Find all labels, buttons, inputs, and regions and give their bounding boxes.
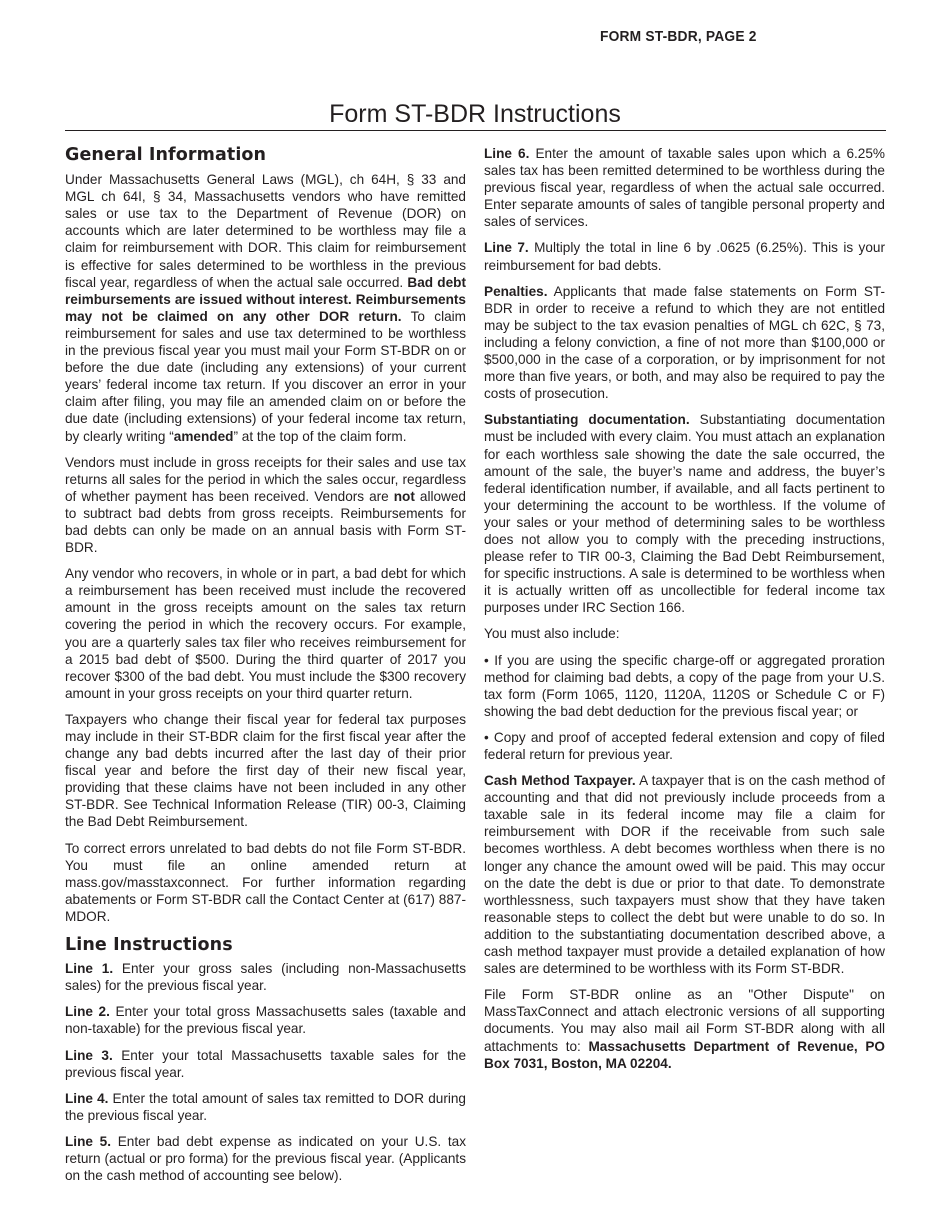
also-include-line: You must also include: (484, 626, 620, 642)
general-paragraph-4: Taxpayers who change their fiscal year for federal tax purposes may include in their ST-BDR claim for the first fiscal year after the change any bad debts incurred after the last day of their prior fiscal year and before the first day of their new fiscal year, providing that these claims have not been included in any other ST-BDR. See Technical Information Release (TIR) 00-3, Claiming the Bad Debt Reimbursement. (65, 711, 466, 830)
line-7-instruction (484, 239, 885, 273)
mailing-address: Massachusetts Department of Revenue, PO Box 7031, Boston, MA 02204. (484, 1038, 885, 1071)
filing-text: File Form ST-BDR online as an "Other Dispute" on MassTaxConnect and attach electronic versions of all supporting documents. You may also mail ail Form ST-BDR along with all attachments to: (484, 987, 885, 1054)
general-p1-text-a: Under Massachusetts General Laws (MGL), ch 64H, § 33 and MGL ch 64I, § 34, Massachusetts vendors who have remitted sales or use tax to the Department of Revenue (DOR) on accounts which are later determined to be worthless may file a claim for reimbursement with DOR. This claim for reimbursement is effective for sales determined to be worthless in the previous fiscal year, regardless of when the actual sale occurred. (65, 172, 466, 290)
line-3-instruction (65, 1047, 466, 1081)
general-information-heading: General Information (65, 145, 267, 165)
substantiating-paragraph (484, 411, 885, 616)
page-header-label: FORM ST-BDR, PAGE 2 (600, 28, 757, 45)
line-1-instruction (65, 960, 466, 994)
line-3-label: Line 3. (65, 1047, 113, 1063)
line-1-text: Enter your gross sales (including non-Massachusetts sales) for the previous fiscal year. (65, 961, 466, 994)
penalties-text: Applicants that made false statements on Form ST-BDR in order to receive a refund to which they are not entitled may be subject to the tax evasion penalties of MGL ch 62C, § 73, including a felony conviction, a fine of not more than $100,000 or $500,000 in the case of a corporation, or by imprisonment for not more than five years, or both, and may also be required to pay the costs of prosecution. (484, 283, 885, 402)
general-paragraph-1 (65, 171, 466, 445)
penalties-label: Penalties. (484, 283, 548, 299)
left-column (65, 145, 466, 1193)
line-6-label: Line 6. (484, 146, 530, 161)
general-paragraph-5: To correct errors unrelated to bad debts do not file Form ST-BDR. You must file an online amended return at mass.gov/masstaxconnect. For further information regarding abatements or Form ST-BDR call the Contact Center at (617) 887-MDOR. (65, 840, 466, 924)
substantiating-label: Substantiating documentation. (484, 412, 690, 428)
line-4-text: Enter the total amount of sales tax remitted to DOR during the previous fiscal year. (65, 1090, 466, 1123)
page-title: Form ST-BDR Instructions (329, 100, 621, 128)
line-2-label: Line 2. (65, 1004, 110, 1020)
line-4-label: Line 4. (65, 1090, 109, 1106)
right-column (484, 145, 885, 1081)
line-5-text: Enter bad debt expense as indicated on your U.S. tax return (actual or pro forma) for the previous fiscal year. (Applicants on the cash method of accounting see below). (65, 1133, 467, 1184)
line-1-label: Line 1. (65, 961, 114, 977)
penalties-paragraph (484, 283, 885, 403)
line-instructions-heading: Line Instructions (65, 935, 233, 956)
general-p1-bold-notice: Bad debt reimbursements are issued without interest. Reimbursements may not be claimed on any other DOR return. (65, 274, 466, 324)
filing-paragraph (484, 986, 885, 1071)
substantiating-text: Substantiating documentation must be included with every claim. You must attach an explanation for each worthless sale showing the date the sale occurred, the amount of the sale, the buyer’s name and address, the buyer’s federal identification number, if available, and all facts pertinent to your determining the account to be worthless. If the volume of your sales or your method of determining sales to be worthless does not allow you to comply with the preceding instructions, please refer to TIR 00-3, Claiming the Bad Debt Reimbursement, for specific instructions. A sale is determined to be worthless when it is actually written off as uncollectible for federal income tax purposes under IRC Section 166. (484, 412, 885, 616)
line-3-text: Enter your total Massachusetts taxable sales for the previous fiscal year. (65, 1047, 467, 1080)
include-bullet-1: • If you are using the specific charge-off or aggregated proration method for claiming bad debts, a copy of the page from your U.S. tax form (Form 1065, 1120, 1120A, 1120S or Schedule C or F) showing the bad debt deduction for the previous fiscal year; or (484, 652, 885, 719)
line-2-instruction (65, 1003, 466, 1037)
general-p2-not: not (393, 488, 415, 504)
line-6-text: Enter the amount of taxable sales upon which a 6.25% sales tax has been remitted determined to be worthless during the previous fiscal year, regardless of when the actual sale occurred. Enter separate amounts of sales of tangible personal property and sales of services. (484, 146, 885, 230)
line-5-instruction (65, 1133, 466, 1184)
general-p2-text-a: Vendors must include in gross receipts for their sales and use tax returns all sales for the period in which the sales occur, regardless of whether payment has been received. Vendors are (65, 454, 466, 504)
line-7-text: Multiply the total in line 6 by .0625 (6.25%). This is your reimbursement for bad debts. (484, 240, 885, 273)
cash-method-text: A taxpayer that is on the cash method of accounting and that did not previously include proceeds from a taxable sale in its federal income may file a claim for reimbursement with DOR if the receivable from such sale becomes worthless. A debt becomes worthless when there is no longer any chance the amount owed will be paid. This may occur on the date the debt is due or prior to that date. To demonstrate worthlessness, such taxpayers must show that they have taken reasonable steps to collect the debt but were unable to do so. In addition to the substantiating documentation described above, a cash method taxpayer must provide a detailed explanation of how sales are determined to be worthless with its Form ST-BDR. (484, 773, 885, 977)
include-bullet-2: • Copy and proof of accepted federal extension and copy of filed federal return for previous year. (484, 729, 885, 762)
general-p1-text-e: ” at the top of the claim form. (233, 428, 407, 444)
general-paragraph-2 (65, 454, 466, 557)
general-p2-text-c: allowed to subtract bad debts from gross receipts. Reimbursements for bad debts can only be made on an annual basis with Form ST-BDR. (65, 488, 466, 556)
general-p1-amended: amended (173, 428, 234, 444)
line-2-text: Enter your total gross Massachusetts sales (taxable and non-taxable) for the previous fiscal year. (65, 1004, 466, 1037)
cash-method-paragraph (484, 772, 885, 977)
cash-method-label: Cash Method Taxpayer. (484, 773, 636, 789)
general-paragraph-3: Any vendor who recovers, in whole or in part, a bad debt for which a reimbursement has been received must include the recovered amount in the gross receipts amount on the sales tax return covering the period in which the recovery occurs. For example, you are a quarterly sales tax filer who receives reimbursement for a 2015 bad debt of $500. During the third quarter of 2017 you recover $300 of the bad debt. You must include the $300 recovery amount in your gross receipts on your third quarter return. (65, 566, 466, 701)
line-7-label: Line 7. (484, 240, 529, 256)
general-p1-text-c: To claim reimbursement for sales and use tax determined to be worthless in the previous fiscal year you must mail your Form ST-BDR on or before the due date (including any extensions) of your current years’ federal income tax return. If you discover an error in your claim after filing, you may file an amended claim on or before the due date (including extensions) of your federal income tax return, by clearly writing “ (65, 308, 466, 444)
title-divider (65, 130, 886, 131)
line-5-label: Line 5. (65, 1133, 111, 1149)
line-6-instruction (484, 145, 885, 230)
line-4-instruction (65, 1090, 466, 1124)
